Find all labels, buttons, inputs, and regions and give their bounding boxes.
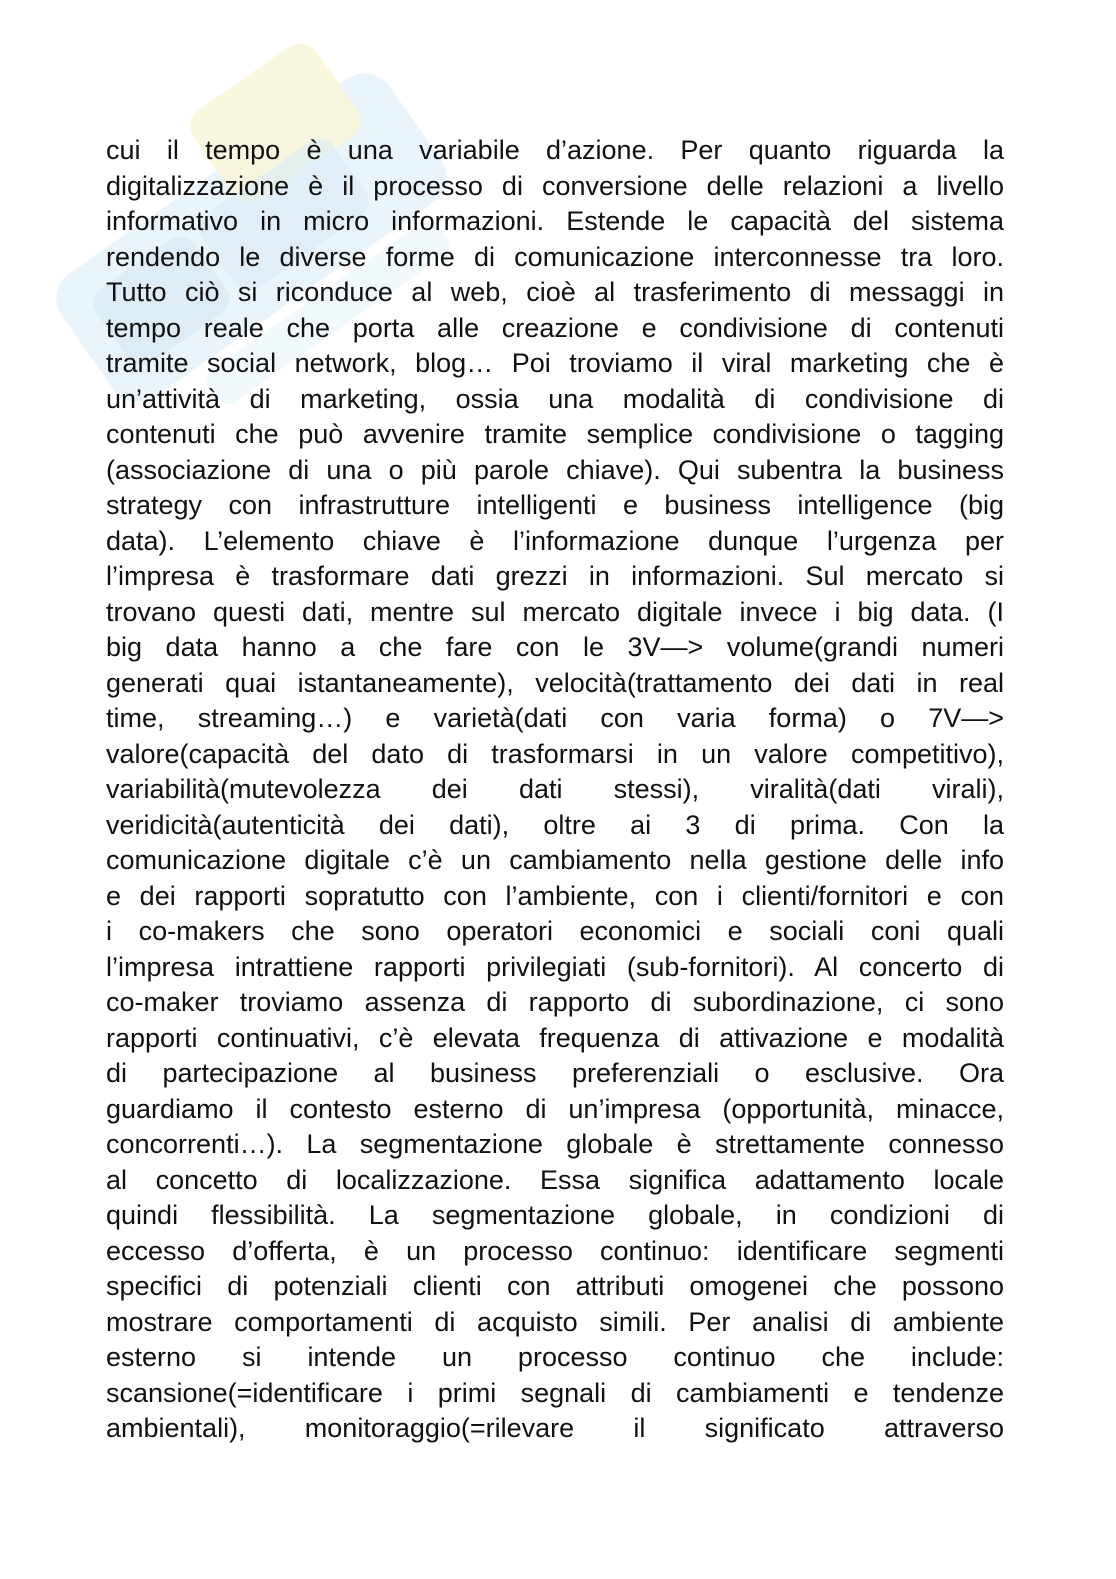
text-line: e dei rapporti sopratutto con l’ambiente, con i clienti/fornitori e con xyxy=(106,880,1004,911)
text-line: rapporti continuativi, c’è elevata frequenza di attivazione e modalità xyxy=(106,1022,1004,1053)
text-line: valore(capacità del dato di trasformarsi in un valore competitivo), xyxy=(106,738,1004,769)
text-line: mostrare comportamenti di acquisto simili. Per analisi di ambiente xyxy=(106,1306,1004,1337)
text-line: rendendo le diverse forme di comunicazione interconnesse tra loro. xyxy=(106,241,1004,272)
text-line: variabilità(mutevolezza dei dati stessi), viralità(dati virali), xyxy=(106,774,1004,804)
text-line: l’impresa intrattiene rapporti privilegiati (sub-fornitori). Al concerto di xyxy=(106,951,1004,982)
document-body xyxy=(106,133,1004,1447)
text-line: comunicazione digitale c’è un cambiamento nella gestione delle info xyxy=(106,845,1004,875)
text-line: concorrenti…). La segmentazione globale è strettamente connesso xyxy=(106,1129,1004,1159)
text-line: Tutto ciò si riconduce al web, cioè al trasferimento di messaggi in xyxy=(106,277,1004,307)
text-line: specifici di potenziali clienti con attributi omogenei che possono xyxy=(106,1271,1004,1301)
text-line: co-maker troviamo assenza di rapporto di subordinazione, ci sono xyxy=(106,987,1004,1017)
text-line: trovano questi dati, mentre sul mercato digitale invece i big data. (I xyxy=(106,596,1004,627)
text-line: tempo reale che porta alle creazione e condivisione di contenuti xyxy=(106,312,1004,343)
text-line: big data hanno a che fare con le 3V—> volume(grandi numeri xyxy=(106,632,1004,662)
text-line: al concetto di localizzazione. Essa significa adattamento locale xyxy=(106,1164,1004,1195)
text-line: l’impresa è trasformare dati grezzi in informazioni. Sul mercato si xyxy=(106,561,1004,591)
text-line: time, streaming…) e varietà(dati con varia forma) o 7V—> xyxy=(106,703,1004,733)
text-line: ambientali), monitoraggio(=rilevare il significato attraverso xyxy=(106,1413,1004,1443)
text-line: digitalizzazione è il processo di conversione delle relazioni a livello xyxy=(106,170,1004,201)
text-line: di partecipazione al business preferenziali o esclusive. Ora xyxy=(106,1058,1004,1088)
text-line: eccesso d’offerta, è un processo continuo: identificare segmenti xyxy=(106,1235,1004,1266)
text-line: strategy con infrastrutture intelligenti e business intelligence (big xyxy=(106,490,1004,520)
text-line: tramite social network, blog… Poi troviamo il viral marketing che è xyxy=(106,348,1004,378)
text-line: informativo in micro informazioni. Estende le capacità del sistema xyxy=(106,206,1004,236)
text-line: cui il tempo è una variabile d’azione. Per quanto riguarda la xyxy=(106,135,1004,165)
text-line: veridicità(autenticità dei dati), oltre ai 3 di prima. Con la xyxy=(106,809,1004,840)
text-line: contenuti che può avvenire tramite semplice condivisione o tagging xyxy=(106,419,1004,449)
text-line: esterno si intende un processo continuo che include: xyxy=(106,1342,1004,1372)
text-line: quindi flessibilità. La segmentazione globale, in condizioni di xyxy=(106,1200,1004,1230)
text-line: generati quai istantaneamente), velocità(trattamento dei dati in real xyxy=(106,667,1004,698)
text-line: un’attività di marketing, ossia una modalità di condivisione di xyxy=(106,383,1004,414)
text-line: scansione(=identificare i primi segnali di cambiamenti e tendenze xyxy=(106,1377,1004,1408)
text-line: guardiamo il contesto esterno di un’impresa (opportunità, minacce, xyxy=(106,1093,1004,1124)
text-line: (associazione di una o più parole chiave). Qui subentra la business xyxy=(106,454,1004,485)
text-line: i co-makers che sono operatori economici e sociali coni quali xyxy=(106,916,1004,946)
text-line: data). L’elemento chiave è l’informazione dunque l’urgenza per xyxy=(106,525,1004,556)
